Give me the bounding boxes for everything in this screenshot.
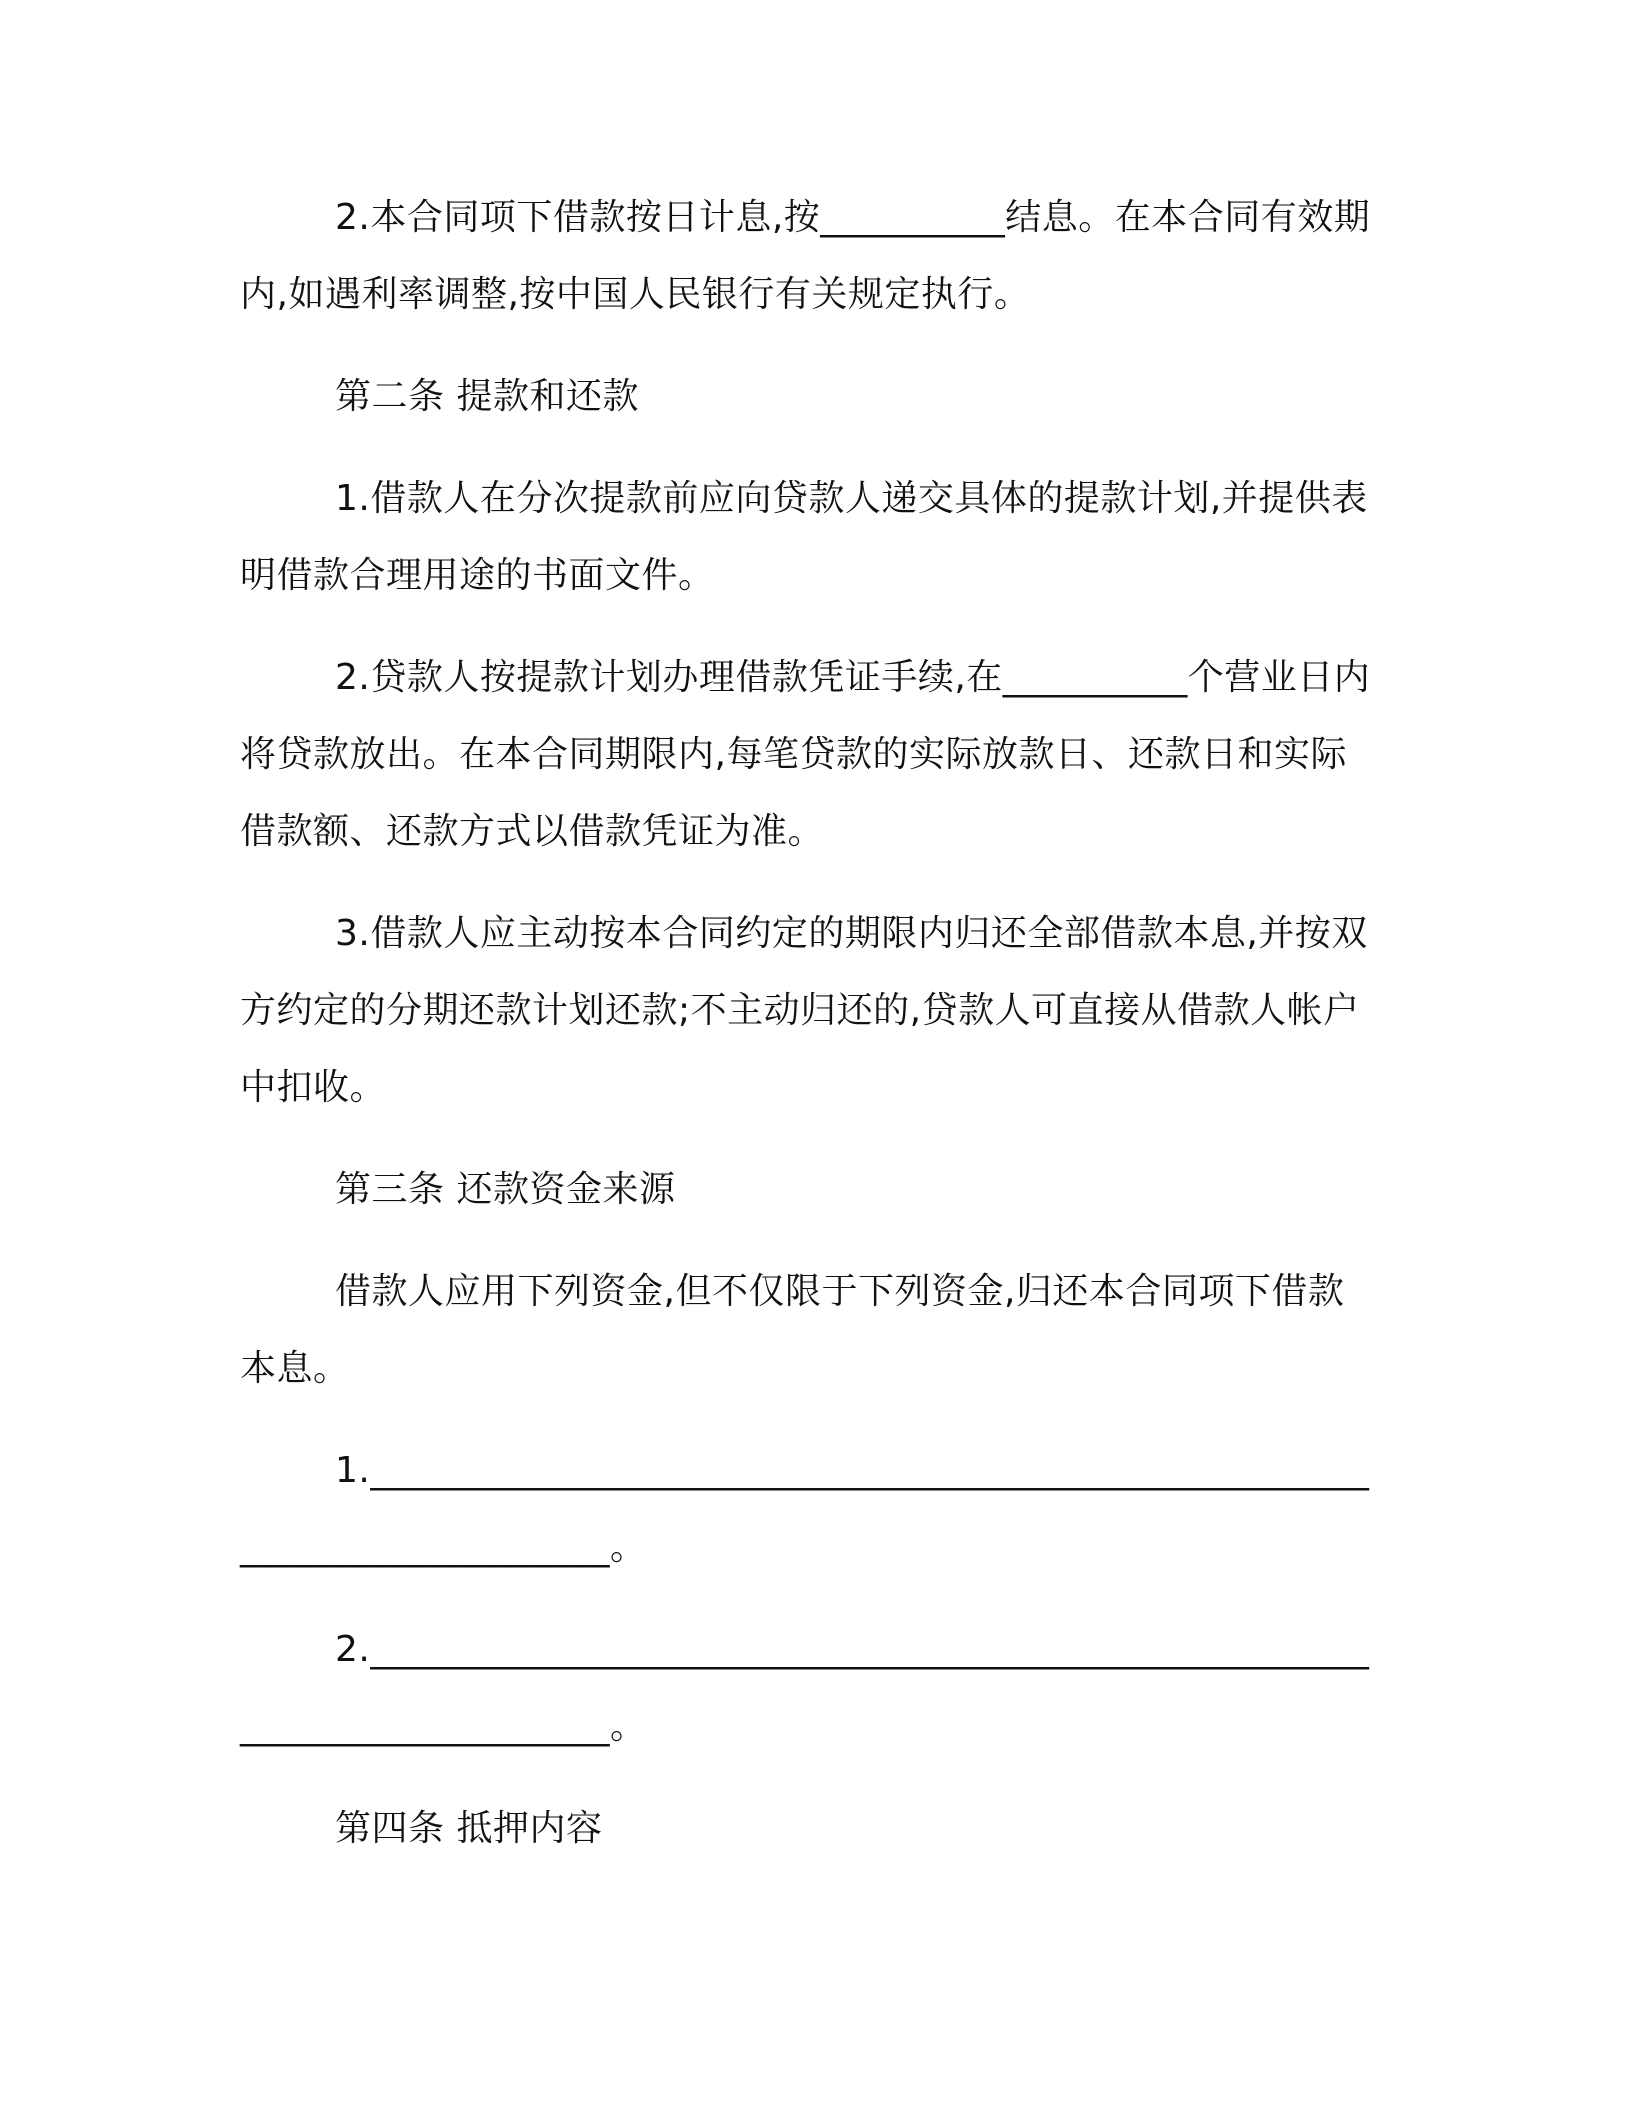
- clause-2-2-line-2: 将贷款放出。在本合同期限内,每笔贷款的实际放款日、还款日和实际: [240, 734, 1347, 775]
- clause-2-2-line-1: 2.贷款人按提款计划办理借款凭证手续,在__________个营业日内: [335, 657, 1371, 698]
- clause-2-3-line-2: 方约定的分期还款计划还款;不主动归还的,贷款人可直接从借款人帐户: [240, 990, 1360, 1031]
- fund-source-1-line-2: ____________________。: [240, 1527, 647, 1568]
- fund-source-2-line-1: 2.______________________________________________________: [335, 1629, 1370, 1670]
- article-3-intro-line-2: 本息。: [240, 1348, 350, 1389]
- fund-source-1-line-1: 1.______________________________________________________: [335, 1450, 1370, 1491]
- clause-2-1-line-2: 明借款合理用途的书面文件。: [240, 555, 715, 596]
- article-3-heading: 第三条 还款资金来源: [335, 1169, 676, 1210]
- clause-2-1-line-1: 1.借款人在分次提款前应向贷款人递交具体的提款计划,并提供表: [335, 478, 1368, 519]
- fund-source-2-line-2: ____________________。: [240, 1706, 647, 1747]
- article-4-heading: 第四条 抵押内容: [335, 1808, 603, 1849]
- article-3-intro-line-1: 借款人应用下列资金,但不仅限于下列资金,归还本合同项下借款: [335, 1271, 1345, 1312]
- clause-2-2-line-3: 借款额、还款方式以借款凭证为准。: [240, 811, 825, 852]
- clause-2-3-line-1: 3.借款人应主动按本合同约定的期限内归还全部借款本息,并按双: [335, 913, 1368, 954]
- clause-1-2-line-2: 内,如遇利率调整,按中国人民银行有关规定执行。: [240, 274, 1031, 315]
- article-2-heading: 第二条 提款和还款: [335, 376, 639, 417]
- clause-2-3-line-3: 中扣收。: [240, 1067, 387, 1108]
- clause-1-2-line-1: 2.本合同项下借款按日计息,按__________结息。在本合同有效期: [335, 197, 1371, 238]
